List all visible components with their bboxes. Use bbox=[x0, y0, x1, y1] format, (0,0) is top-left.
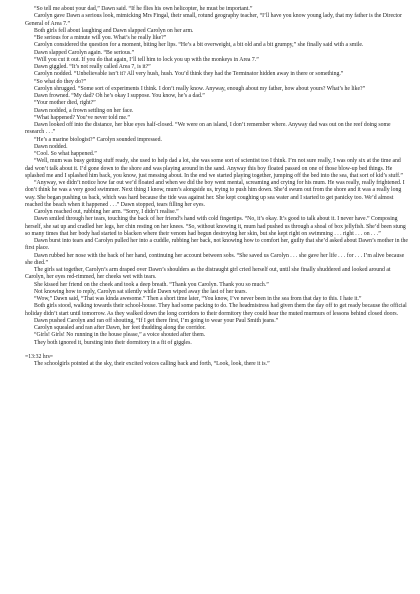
paragraph: “Well, mum was busy getting stuff ready, she used to help dad a lot, she was some sort of scientist too I think. I’m not sure really, I was only six at the time and dad won’t talk about it. I’d gone down to the shore and was playing around in the sand. Anyway this boy floated passed on one of those blow-up bed things. He splashed me and I splashed him back, you know, just messing about. In the end we started playing together, jumping off the bed into the sea, that sort of kid’s stuff.” bbox=[25, 158, 403, 179]
paragraph: Not knowing how to reply, Carolyn sat silently while Dawn wiped away the last of her tears. bbox=[34, 288, 247, 295]
paragraph: “Anyway, we didn’t notice how far out we’d floated and when we did the boy went mental, screaming and crying for his mum. He was really, really frightened. I don’t think he was a very good swimmer. Next thing I know, mum’s alongside us, trying to push him down. She’d swum out from the shore and it was a really long way. She began pushing us back, which was hard because the tide was against her. She kept coughing up sea water and I started to get panicky too. We’d almost reached the beach when it happened . . .” Dawn stopped, tears filling her eyes. bbox=[25, 180, 405, 208]
paragraph: The girls sat together, Carolyn’s arm draped over Dawn’s shoulders as the distraught girl cried herself out, until she finally shuddered and looked around at Carolyn, her eyes red-rimmed, her cheeks wet with tears. bbox=[25, 267, 391, 281]
paragraph: “Girls! Girls! No running in the house please,” a voice shouted after them. bbox=[34, 332, 206, 339]
paragraph: Dawn nodded, a frown settling on her face. bbox=[34, 107, 134, 114]
paragraph: “Be serious for a minute will you. What’s he really like?” bbox=[34, 35, 167, 41]
paragraph: Dawn burst into tears and Carolyn pulled her into a cuddle, rubbing her back, not knowing how to comfort her, guilty that she’d asked about Dawn’s mother in the first place. bbox=[25, 238, 408, 252]
paragraph: Dawn slapped Carolyn again. “Be serious.” bbox=[34, 49, 135, 56]
paragraph: “So what do they do?” bbox=[34, 78, 87, 85]
paragraph: “What happened? You’ve never told me.” bbox=[34, 114, 130, 121]
paragraph: Carolyn reached out, rubbing her arm. “Sorry, I didn’t realise.” bbox=[34, 209, 179, 215]
paragraph: They both ignored it, bursting into their dormitory in a fit of giggles. bbox=[34, 339, 192, 346]
paragraph: “So tell me about your dad,” Dawn said. “If he flies his own helicopter, he must be important.” bbox=[34, 6, 253, 12]
paragraph: Carolyn shrugged. “Some sort of experiments I think. I don’t really know. Anyway, enough about my father, how about yours? What’s he like?” bbox=[34, 85, 366, 92]
paragraph: Carolyn squealed and ran after Dawn, her feet thudding along the corridor. bbox=[34, 325, 206, 331]
paragraph: “He’s a marine biologist?” Carolyn sounded impressed. bbox=[34, 136, 162, 143]
paragraph: Dawn looked off into the distance, her blue eyes half-closed. “We were on an island, I don’t remember where. Anyway dad was out on the reef doing some research . . .” bbox=[25, 122, 391, 136]
paragraph: Carolyn nodded. “Unbelievable isn’t it? All very hush, hush. You’d think they had the Terminator hidden away in there or something.” bbox=[34, 71, 344, 78]
paragraph: Dawn nodded. bbox=[34, 143, 68, 150]
paragraph: Carolyn considered the question for a moment, biting her lips. “He’s a bit overweight, a bit old and a bit grumpy,” she finally said with a smile. bbox=[34, 42, 364, 49]
paragraph: Dawn smiled through her tears, touching the back of her friend’s hand with cold fingertips. “No, it’s okay. It’s good to talk about it. I never have.” Composing herself, she sat up and cradled her legs, her chin resting on her knees. “So, without knowing it, mum had pushed us through a shoal of box jellyfish. She’d been stung so many times that her body had started to blacken where their venom had begun destroying her skin, but she kept right on swimming . . . right . . . on . . .” bbox=[25, 216, 406, 237]
paragraph: Dawn pushed Carolyn and ran off shouting, “If I get there first, I’m going to wear your Paul Smith jeans.” bbox=[34, 317, 279, 324]
paragraph: “Your mother died, right?” bbox=[34, 100, 96, 107]
paragraph: “Cool. So what happened.” bbox=[34, 151, 97, 157]
paragraph: Carolyn gave Dawn a serious look, mimicking Mrs Fingal, their small, rotund geography teacher, “I’ll have you know young lady, that my father is the Director General of Area 7.” bbox=[25, 13, 402, 27]
paragraph: Both girls stood, walking towards their school-house. They had some packing to do. The headmistress had given them the day off to get ready because the official holiday didn’t start until tomorrow. As they walked down the long corridors to their dormitory they could hear the muted murmurs of lessons behind closed doors. bbox=[25, 303, 407, 317]
time-separator: =13:32 hrs= bbox=[25, 353, 54, 360]
paragraph: Both girls fell about laughing and Dawn slapped Carolyn on her arm. bbox=[34, 27, 194, 34]
closing-paragraph: The schoolgirls pointed at the sky, their excited voices calling back and forth, “Look, look, there it is.” bbox=[34, 361, 270, 367]
paragraph: Dawn frowned. “My dad? Oh he’s okay I suppose. You know, he’s a dad.” bbox=[34, 93, 205, 99]
paragraph: “Will you cut it out. If you do that again, I’ll tell him to lock you up with the monkeys in Area 7.” bbox=[34, 56, 259, 63]
paragraph: “Wow,” Dawn said, “That was kinda awesome.” Then a short time later, “You know, I’ve never been in the sea from that day to this. I hate it.” bbox=[34, 296, 362, 302]
paragraph: Dawn giggled. “It’s not really called Area 7, is it?” bbox=[34, 64, 151, 70]
paragraph: She kissed her friend on the cheek and took a deep breath. “Thank you Carolyn. Thank you so much.” bbox=[34, 281, 269, 288]
paragraph: Dawn rubbed her nose with the back of her hand, continuing her account between sobs. “She saved us Carolyn . . . she gave her life . . . for . . . I’m alive because she died.” bbox=[25, 252, 405, 266]
story-text bbox=[25, 6, 410, 368]
